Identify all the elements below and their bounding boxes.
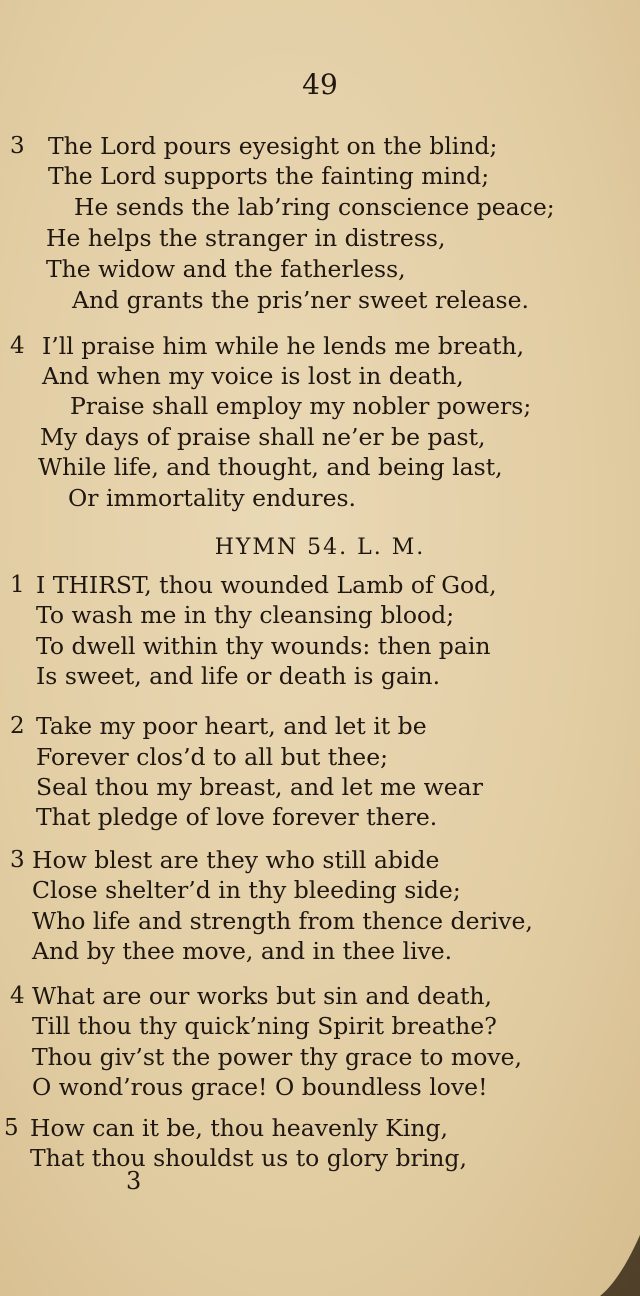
verse-line: To wash me in thy cleansing blood; bbox=[36, 601, 455, 629]
verse-line: Close shelter’d in thy bleeding side; bbox=[32, 876, 461, 904]
verse-line: He helps the stranger in distress, bbox=[46, 224, 446, 252]
verse-line: How blest are they who still abide bbox=[32, 846, 440, 874]
verse-line: The Lord supports the fainting mind; bbox=[48, 162, 490, 190]
verse-line: He sends the lab’ring conscience peace; bbox=[74, 193, 555, 221]
verse-line: I THIRST, thou wounded Lamb of God, bbox=[36, 571, 497, 599]
verse-line: That thou shouldst us to glory bring, bbox=[30, 1144, 467, 1172]
signature-mark: 3 bbox=[126, 1167, 142, 1195]
verse-line: The widow and the fatherless, bbox=[46, 255, 406, 283]
hymn-title: HYMN 54. L. M. bbox=[214, 535, 426, 560]
verse-number: 1 bbox=[10, 572, 25, 598]
verse-line: Who life and strength from thence derive, bbox=[32, 907, 533, 935]
verse-line: Praise shall employ my nobler powers; bbox=[70, 392, 532, 420]
verse-line: And by thee move, and in thee live. bbox=[32, 937, 453, 965]
verse-line: And when my voice is lost in death, bbox=[42, 362, 464, 390]
verse-number: 3 bbox=[10, 133, 25, 159]
verse-line: To dwell within thy wounds: then pain bbox=[36, 632, 491, 660]
verse-line: Thou giv’st the power thy grace to move, bbox=[32, 1043, 523, 1071]
verse-line: While life, and thought, and being last, bbox=[38, 453, 503, 481]
verse-line: Till thou thy quick’ning Spirit breathe? bbox=[32, 1012, 497, 1040]
verse-line: What are our works but sin and death, bbox=[32, 982, 493, 1010]
verse-line: Or immortality endures. bbox=[68, 484, 357, 512]
verse-number: 4 bbox=[10, 333, 25, 359]
verse-line: And grants the pris’ner sweet release. bbox=[72, 286, 529, 314]
verse-line: I’ll praise him while he lends me breath, bbox=[42, 332, 525, 360]
verse-line: Seal thou my breast, and let me wear bbox=[36, 773, 483, 801]
verse-number: 4 bbox=[10, 983, 25, 1009]
verse-line: That pledge of love forever there. bbox=[36, 803, 438, 831]
verse-line: Take my poor heart, and let it be bbox=[36, 712, 427, 740]
verse-line: How can it be, thou heavenly King, bbox=[30, 1114, 449, 1142]
verse-line: Forever clos’d to all but thee; bbox=[36, 743, 389, 771]
page-curl-icon bbox=[590, 1235, 640, 1296]
verse-number: 3 bbox=[10, 847, 25, 873]
verse-line: O wond’rous grace! O boundless love! bbox=[32, 1073, 488, 1101]
verse-line: My days of praise shall ne’er be past, bbox=[40, 423, 486, 451]
page-number: 49 bbox=[302, 68, 338, 101]
verse-number: 2 bbox=[10, 713, 25, 739]
verse-number: 5 bbox=[4, 1115, 19, 1141]
verse-line: Is sweet, and life or death is gain. bbox=[36, 662, 441, 690]
verse-line: The Lord pours eyesight on the blind; bbox=[48, 132, 498, 160]
